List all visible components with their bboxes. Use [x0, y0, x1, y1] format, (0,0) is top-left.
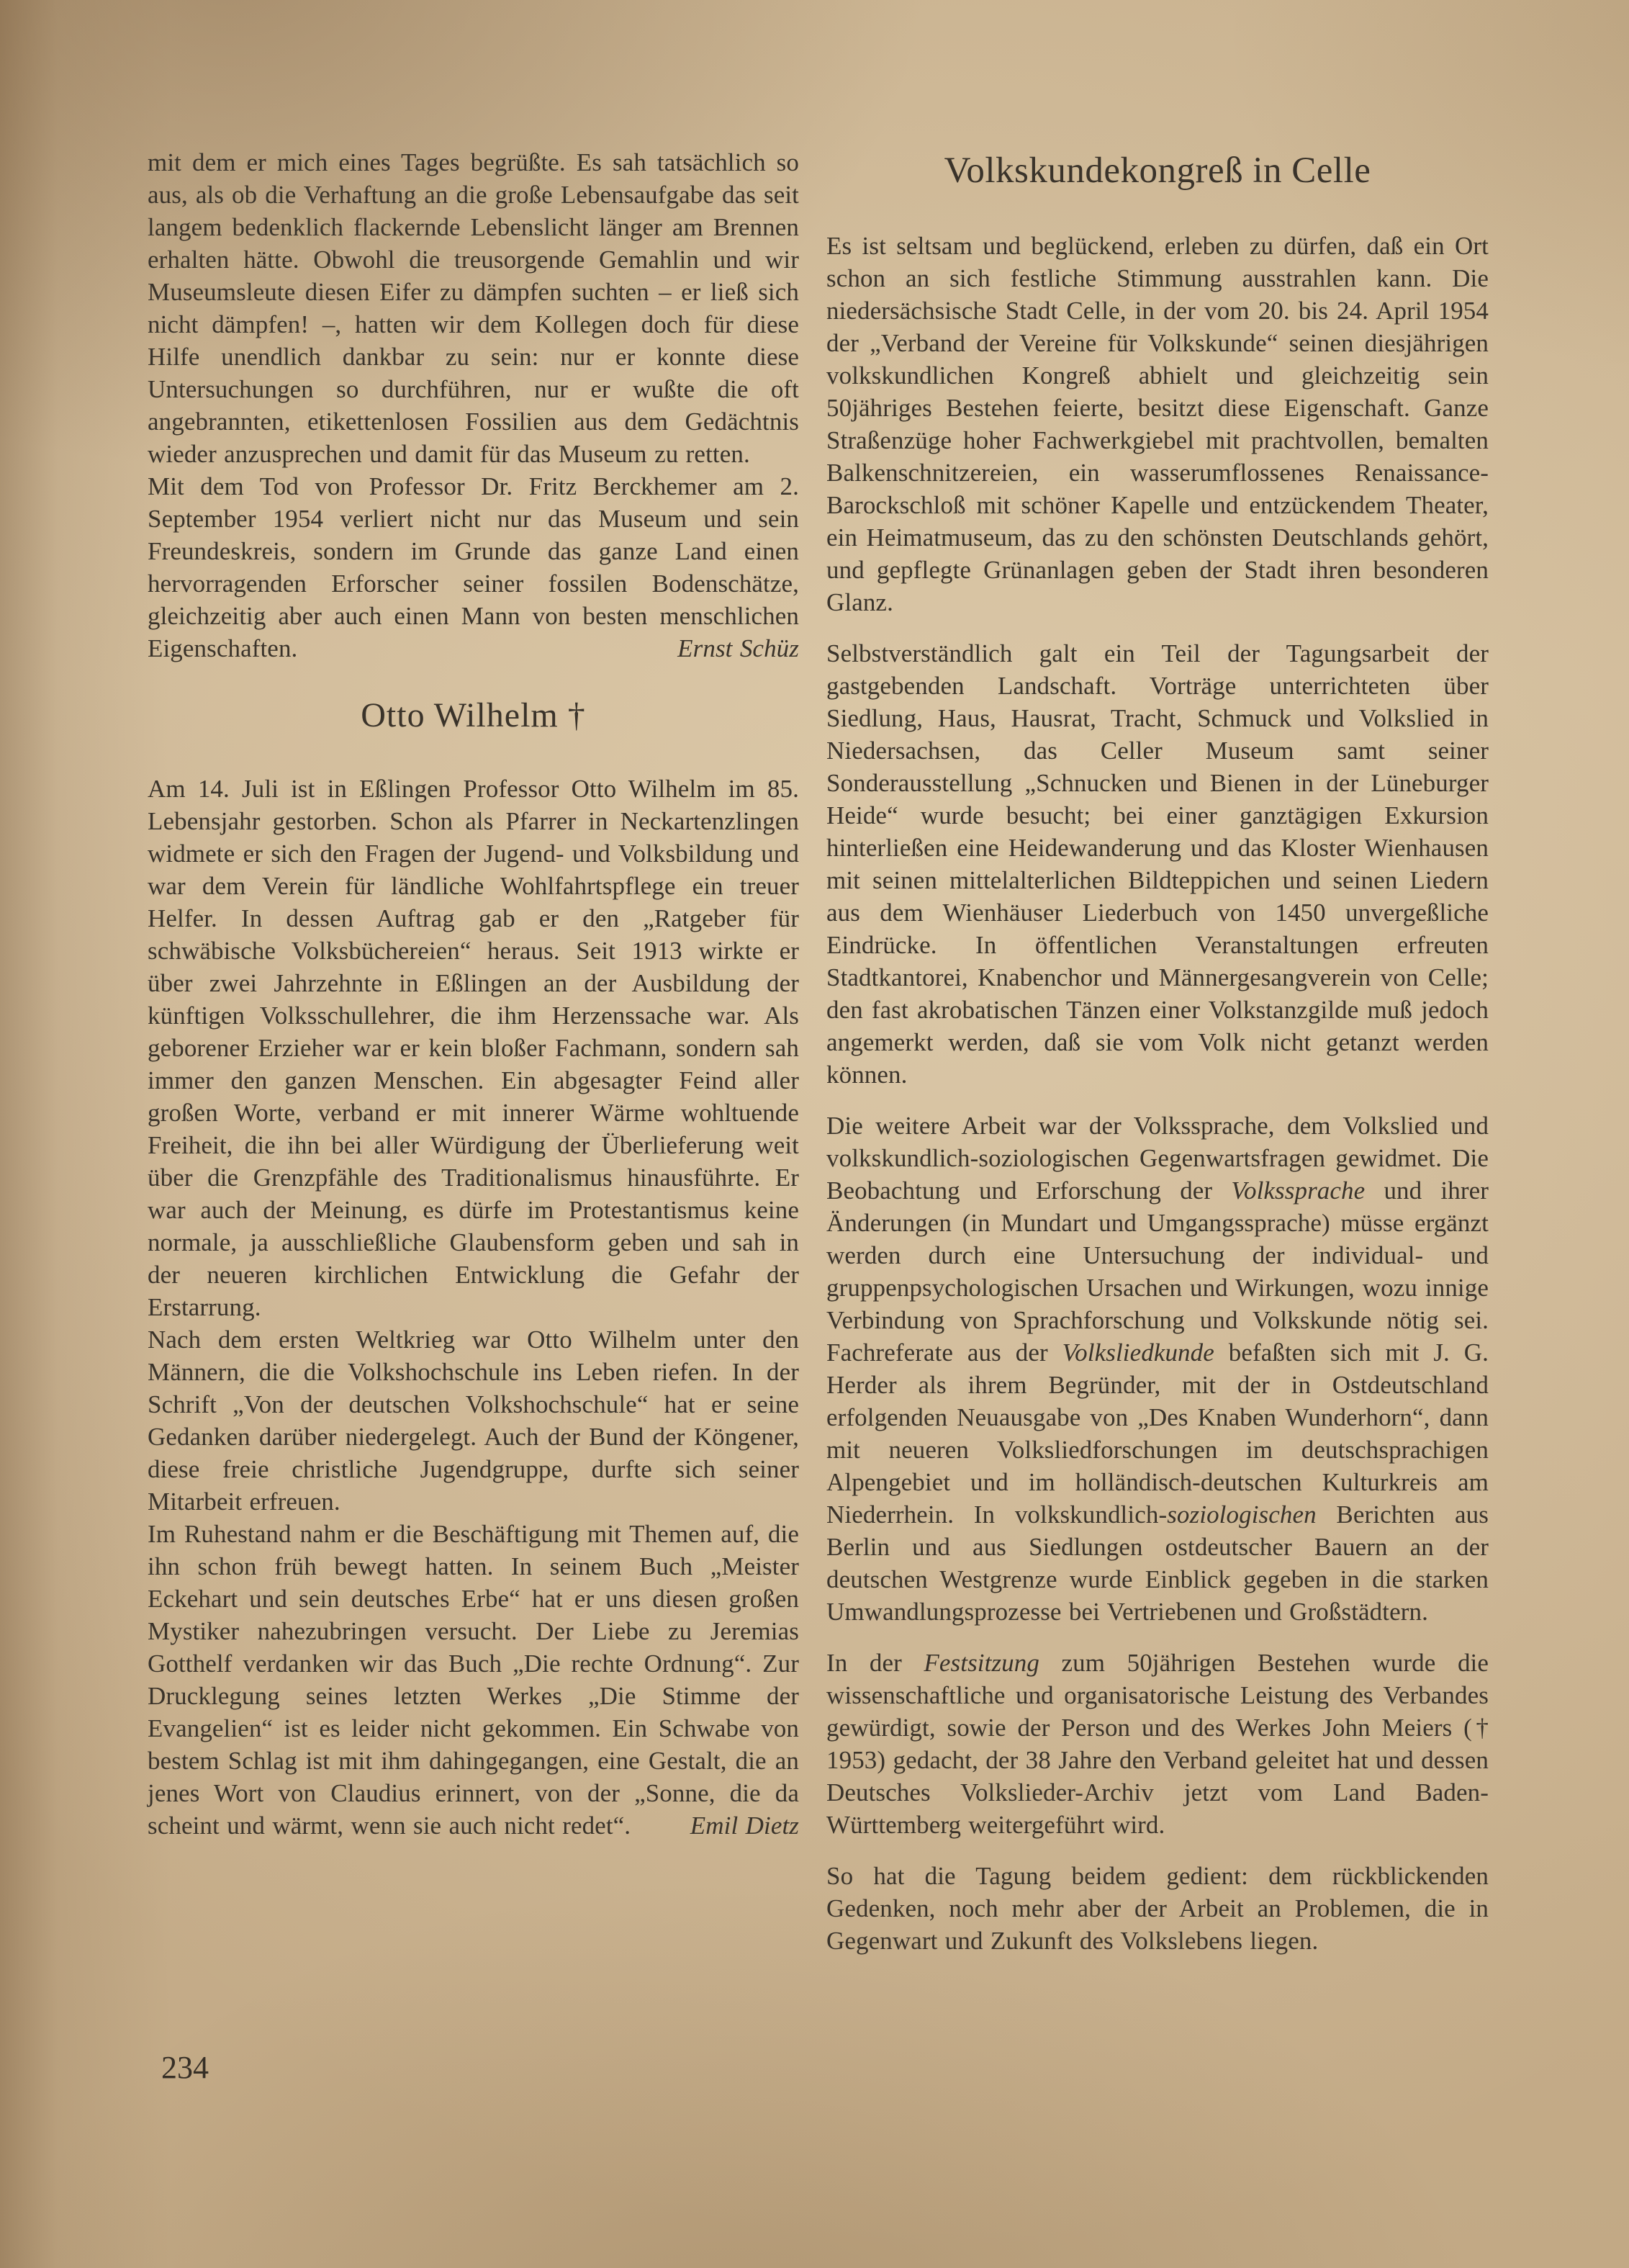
wilhelm-paragraph-3	[148, 1518, 799, 1842]
page-number: 234	[161, 2050, 209, 2085]
celle-paragraph-1: Es ist seltsam und beglückend, erleben zu dürfen, daß ein Ort schon an sich festliche Stimmung ausstrahlen kann. Die niedersächsische Stadt Celle, in der vom 20. bis 24. April 1954 der „Verband der Vereine für Volkskunde“ seinen diesjährigen volkskundlichen Kongreß abhielt und gleichzeitig sein 50jähriges Bestehen feierte, besitzt diese Eigenschaft. Ganze Straßenzüge hoher Fachwerkgiebel mit prachtvollen, bemalten Balkenschnitzereien, ein wasserumflossenes Renaissance-Barockschloß mit schöner Kapelle und entzückendem Theater, ein Heimatmuseum, das zu den schönsten Deutschlands gehört, und gepflegte Grünanlagen geben der Stadt ihren besonderen Glanz.	[826, 232, 1489, 616]
celle-paragraph-4: In der Festsitzung zum 50jährigen Bestehen wurde die wissenschaftliche und organisatorische Leistung des Verbandes gewürdigt, sowie der Person und des Werkes John Meiers († 1953) gedacht, der 38 Jahre den Verband geleitet hat und dessen Deutsches Volkslieder-Archiv jetzt vom Land Baden-Württemberg weitergeführt wird.	[826, 1649, 1489, 1839]
celle-paragraph-3: Die weitere Arbeit war der Volkssprache, dem Volkslied und volkskundlich-soziologischen Gegenwartsfragen gewidmet. Die Beobachtung und Erforschung der Volkssprache und ihrer Änderungen (in Mundart und Umgangssprache) müsse ergänzt werden durch eine Untersuchung der individual- und gruppenpsychologischen Ursachen und Wirkungen, wozu innige Verbindung von Sprachforschung und Volkskunde nötig sei. Fachreferate aus der Volksliedkunde befaßten sich mit J. G. Herder als ihrem Begründer, mit der in Ostdeutschland erfolgenden Neuausgabe von „Des Knaben Wunderhorn“, dann mit neueren Volksliedforschungen im deutschsprachigen Alpengebiet und im holländisch-deutschen Kulturkreis am Niederrhein. In volkskundlich-soziologischen Berichten aus Berlin und aus Siedlungen ostdeutscher Bauern an der deutschen Westgrenze wurde Einblick gegeben in die starken Umwandlungsprozesse bei Vertriebenen und Großstädtern.	[826, 1112, 1489, 1626]
wilhelm-paragraph-3-text: Im Ruhestand nahm er die Beschäftigung mit Themen auf, die ihn schon früh bewegt hatten. In seinem Buch „Meister Eckehart und sein deutsches Erbe“ hat er uns diesen großen Mystiker nahezubringen versucht. Der Liebe zu Jeremias Gotthelf verdanken wir das Buch „Die rechte Ordnung“. Zur Drucklegung seines letzten Werkes „Die Stimme der Evangelien“ ist es leider nicht gekommen. Ein Schwabe von bestem Schlag ist mit ihm dahingegangen, eine Gestalt, die an jenes Wort von Claudius erinnert, von der „Sonne, die da scheint und wärmt, wenn sie auch nicht redet“.	[148, 1520, 799, 1840]
signature-ernst-schuez: Ernst Schüz	[677, 634, 799, 662]
left-column	[148, 146, 799, 1842]
berckhemer-closing-paragraph	[148, 470, 799, 665]
wilhelm-paragraph-1: Am 14. Juli ist in Eßlingen Professor Otto Wilhelm im 85. Lebensjahr gestorben. Schon als Pfarrer in Neckartenzlingen widmete er sich den Fragen der Jugend- und Volksbildung und war dem Verein für ländliche Wohlfahrtspflege ein treuer Helfer. In dessen Auftrag gab er den „Ratgeber für schwäbische Volksbüchereien“ heraus. Seit 1913 wirkte er über zwei Jahrzehnte in Eßlingen an der Ausbildung der künftigen Volksschullehrer, die ihm Herzenssache war. Als geborener Erzieher war er kein bloßer Fachmann, sondern sah immer den ganzen Menschen. Ein abgesagter Feind aller großen Worte, verband er mit innerer Wärme wohltuende Freiheit, die ihn bei aller Würdigung der Überlieferung weit über die Grenzpfähle des Traditionalismus hinausführte. Er war auch der Meinung, es dürfe im Protestantismus keine normale, ja ausschließliche Glaubensform geben und sah in der neueren kirchlichen Entwicklung die Gefahr der Erstarrung.	[148, 775, 799, 1321]
wilhelm-paragraph-2: Nach dem ersten Weltkrieg war Otto Wilhelm unter den Männern, die die Volkshochschule ins Leben riefen. In der Schrift „Von der deutschen Volkshochschule“ hat er seine Gedanken darüber niedergelegt. Auch der Bund der Köngener, diese freie christliche Jugendgruppe, durfte sich seiner Mitarbeit erfreuen.	[148, 1326, 799, 1516]
celle-paragraph-5: So hat die Tagung beidem gedient: dem rückblickenden Gedenken, noch mehr aber der Arbeit an Problemen, die in Gegenwart und Zukunft des Volkslebens liegen.	[826, 1862, 1489, 1955]
signature-emil-dietz: Emil Dietz	[690, 1812, 799, 1840]
heading-volkskundekongress: Volkskundekongreß in Celle	[944, 150, 1371, 191]
berckhemer-continuation-paragraph: mit dem er mich eines Tages begrüßte. Es sah tatsächlich so aus, als ob die Verhaftung an die große Lebensaufgabe das seit langem bedenklich flackernde Lebenslicht länger am Brennen erhalten hätte. Obwohl die treusorgende Gemahlin und wir Museumsleute diesen Eifer zu dämpfen suchten – er ließ sich nicht dämpfen! –, hatten wir dem Kollegen doch für diese Hilfe unendlich dankbar zu sein: nur er konnte diese Untersuchungen so durchführen, nur er wußte die oft angebrannten, etikettenlosen Fossilien aus dem Gedächtnis wieder anzusprechen und damit für das Museum zu retten.	[148, 148, 799, 468]
right-column	[826, 146, 1489, 1957]
berckhemer-closing-text: Mit dem Tod von Professor Dr. Fritz Berckhemer am 2. September 1954 verliert nicht nur das Museum und sein Freundeskreis, sondern im Grunde das ganze Land einen hervorragenden Erforscher seiner fossilen Bodenschätze, gleichzeitig aber auch einen Mann von besten menschlichen Eigenschaften.	[148, 472, 799, 662]
heading-otto-wilhelm: Otto Wilhelm †	[361, 696, 586, 734]
celle-paragraph-2: Selbstverständlich galt ein Teil der Tagungsarbeit der gastgebenden Landschaft. Vorträge unterrichteten über Siedlung, Haus, Hausrat, Tracht, Schmuck und Volkslied in Niedersachsen, das Celler Museum samt seiner Sonderausstellung „Schnucken und Bienen in der Lüneburger Heide“ wurde besucht; bei einer ganztägigen Exkursion hinterließen eine Heidewanderung und das Kloster Wienhausen mit seinen mittelalterlichen Bildteppichen und seinen Liedern aus dem Wienhäuser Liederbuch von 1450 unvergeßliche Eindrücke. In öffentlichen Veranstaltungen erfreuten Stadtkantorei, Knabenchor und Männergesangverein von Celle; den fast akrobatischen Tänzen einer Volkstanzgilde muß jedoch angemerkt werden, daß sie vom Volk nicht getanzt werden können.	[826, 639, 1489, 1089]
